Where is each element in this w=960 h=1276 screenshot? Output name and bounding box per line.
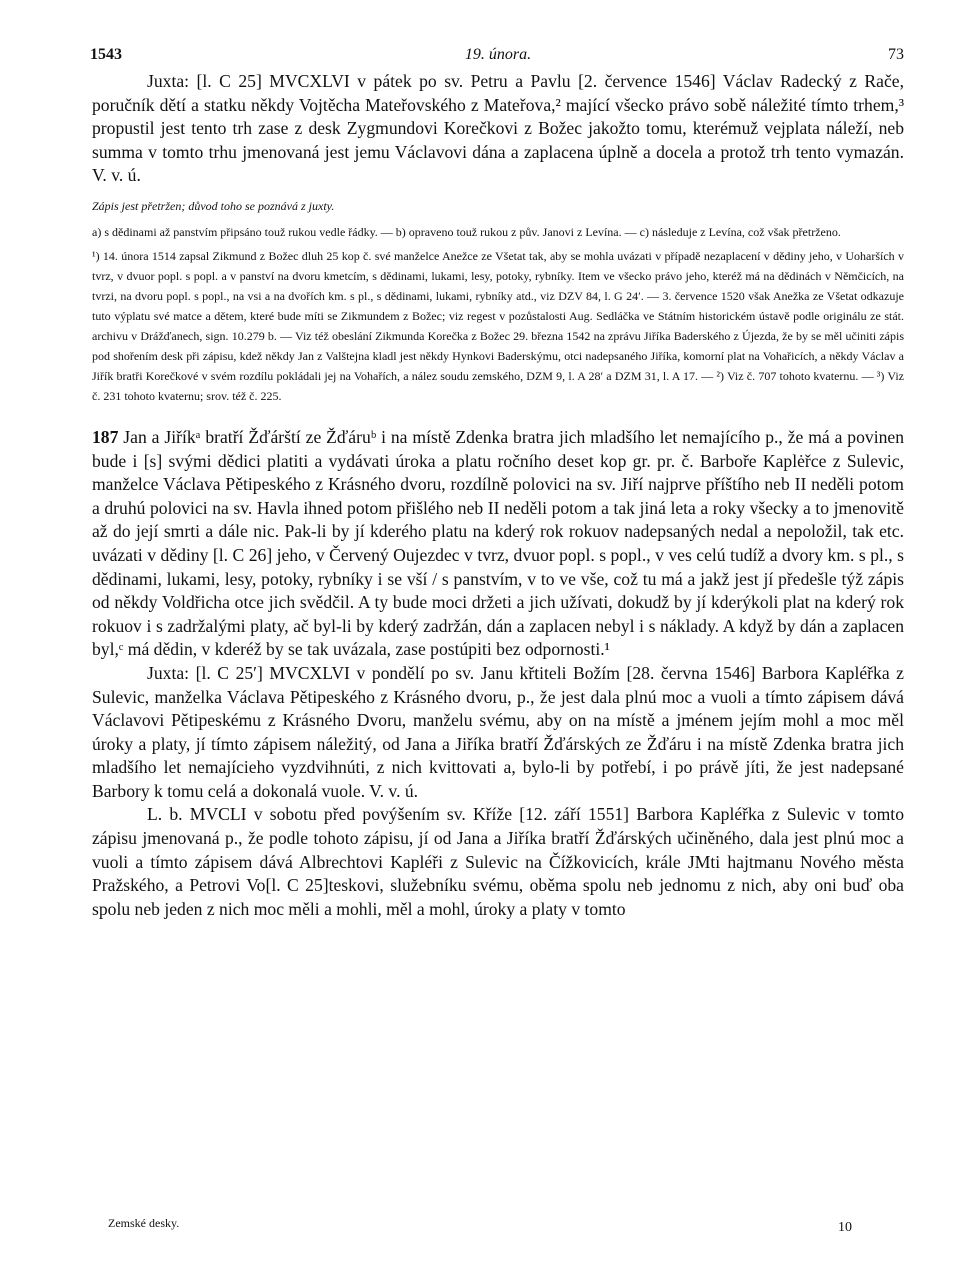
juxta-paragraph-187: Juxta: [l. C 25′] MVCXLVI v pondělí po sv. Janu křtiteli Božím [28. června 1546] Barbora Kapléřka z Sulevic, manželka Václava Pětipeského z Krásného dvoru, p., že jest dala plnú moc a vuoli a tímto zápisem dává Václavovi Pětipeskému z Krásného Dvoru, manželu svému, aby on na místě a jménem jejím mohl a moc měl úroky a platy, jí tímto zápisem náležitý, od Jana a Jiříka bratří Žďárských ze Žďáru i na místě Zdenka bratra jich mladšího let nemajícieho vyzdvihnúti, z nich kvittovati a, bylo-li by potřebí, i po právě jíti, že jest nadepsané Barbory k tomu celá a dokonalá vuole. V. v. ú. — [92, 662, 904, 801]
textual-apparatus: a) s dědinami až panstvím připsáno touž rukou vedle řádky. — b) opraveno touž rukou z pův. Janovi z Levína. — c) následuje z Levína, což však přetrženo. — [92, 224, 841, 239]
header-year: 1543 — [90, 46, 122, 63]
running-header — [92, 46, 904, 70]
juxta-paragraph-prev: Juxta: [l. C 25] MVCXLVI v pátek po sv. Petru a Pavlu [2. července 1546] Václav Radecký z Rače, poručník dětí a statku někdy Vojtěcha Mateřovského z Mateřova,² mající všecko právo sobě náležité tímto trhem,³ propustil jest tento trh zase z desk Zygmundovi Korečkovi z Božec jakožto tomu, kterémuž vejplata náleží, neb summa v tomto trhu jmenovaná jest jemu Václavovi dána a zaplacena úplně a docela a protož trh tento vymazán. V. v. ú. — [92, 71, 904, 186]
entry-187-text: Jan a Jiříkᵃ bratří Žďárští ze Žďáruᵇ i na místě Zdenka bratra jich mladšího let nemajícího p., že má a povinen bude i [s] svými dědici platiti a vydávati úroka a platu ročního deset kop gr. pr. č. Barboře Kaplėřce z Sulevic, manželce Václava Pětipeského z Krásného dvoru, rozdílně polovici na sv. Jiří najprve příštího neb II neděli potom a druhú polovici na sv. Havla ihned potom přišlého neb II neděli potom a tak jiná leta a roky všecky a to jmenovitě až do její smrti a dále nic. Pak-li by jí kderého platu na kderý rok rokuov nadepsaných nedal a nepoložil, tak etc. uvázati v dědiny [l. C 26] jeho, v Červený Oujezdec v tvrz, dvuor popl. s popl., v ves celú tudíž a dvory km. s pl., s dědinami, lukami, lesy, potoky, rybníky i se vší / s panstvím, v to ve vše, což tu má a jakž jest jí předešle týž zápis od někdy Voldřicha otce jich svědčil. A ty bude moci držeti a jich užívati, dokudž by jí kderýkoli plat na kderý rok rokuov i s zadržalými platy, ač byl-li by kderý zadržán, dán a zaplacen nebyl i s náklady. A když by dán a zaplacen byl,ᶜ má dědin, v kderéž by se tak uvázala, zase postúpiti bez odpornosti.¹ — [92, 426, 904, 660]
entry-187-main — [92, 426, 904, 662]
document-page — [92, 46, 904, 921]
note-entry-broken: Zápis jest přetržen; důvod toho se poznává z juxty. — [92, 198, 335, 213]
header-date: 19. února. — [464, 46, 532, 63]
footer-sheet-number: 10 — [838, 1220, 852, 1235]
header-page-number: 73 — [888, 46, 904, 63]
entry-number: 187 — [92, 426, 119, 447]
lb-paragraph-187: L. b. MVCLI v sobotu před povýšením sv. Kříže [12. září 1551] Barbora Kapléřka z Sulevic v tomto zápisu jmenovaná p., že podle tohoto zápisu, jí od Jana a Jiříka bratří Žďárských učiněného, dala jest plnú moc a vuoli a tímto zápisem dává Albrechtovi Kapléři z Sulevic na Čížkovicích, krále JMti hajtmanu Nového města Pražského, a Petrovi Vo[l. C 25]teskovi, služebníku svému, oběma spolu neb jednomu z nich, aby oni buď oba spolu neb jeden z nich moc měli a mohli, měl a mohl, úroky a platy v tomto — [92, 804, 904, 919]
footer-source: Zemské desky. — [108, 1216, 180, 1230]
footnotes-prev: ¹) 14. února 1514 zapsal Zikmund z Božec dluh 25 kop č. své manželce Anežce ze Všetat tak, aby se mohla uvázati v případě nezaplacení v dědiny jeho, v Uoharších v tvrz, v dvuor popl. s popl. a v panství na dvoru kmetcím, s dědinami, lukami, lesy, potoky, rybníky. Item ve všecko právo jeho, kteréž má na dědinách v Němčicích, na tvrzi, na dvoru popl. s popl., na vsi a na dvořích km. s pl., s dědinami, lukami, rybníky atd., viz DZV 84, l. G 24′. — 3. července 1520 však Anežka ze Všetat odkazuje tuto výplatu své matce a dětem, které bude míti se Zikmundem z Božec; viz regest v pozůstalosti Aug. Sedláčka ve Státním historickém ústavě podle originálu ze stát. archivu v Drážďanech, sign. 10.279 b. — Viz též obeslání Zikmunda Korečka z Božec 29. března 1542 na zprávu Jiříka Baderského z Újezda, že by se měl učiniti zápis pod shořením desk při zápisu, kdež někdy Jan z Valštejna kladl jest někdy Hynkovi Baderskýmu, otci nadepsaného Jiříka, komorní plat na Vohařicích, a někdy Václav a Jiřík bratři Korečkové v svém rozdílu pokládali jej na Vohařích, a nález soudu zemského, DZM 9, l. A 28′ a DZM 31, l. A 17. — ²) Viz č. 707 tohoto kvaternu. — ³) Viz č. 231 tohoto kvaternu; srov. též č. 225. — [92, 248, 904, 403]
